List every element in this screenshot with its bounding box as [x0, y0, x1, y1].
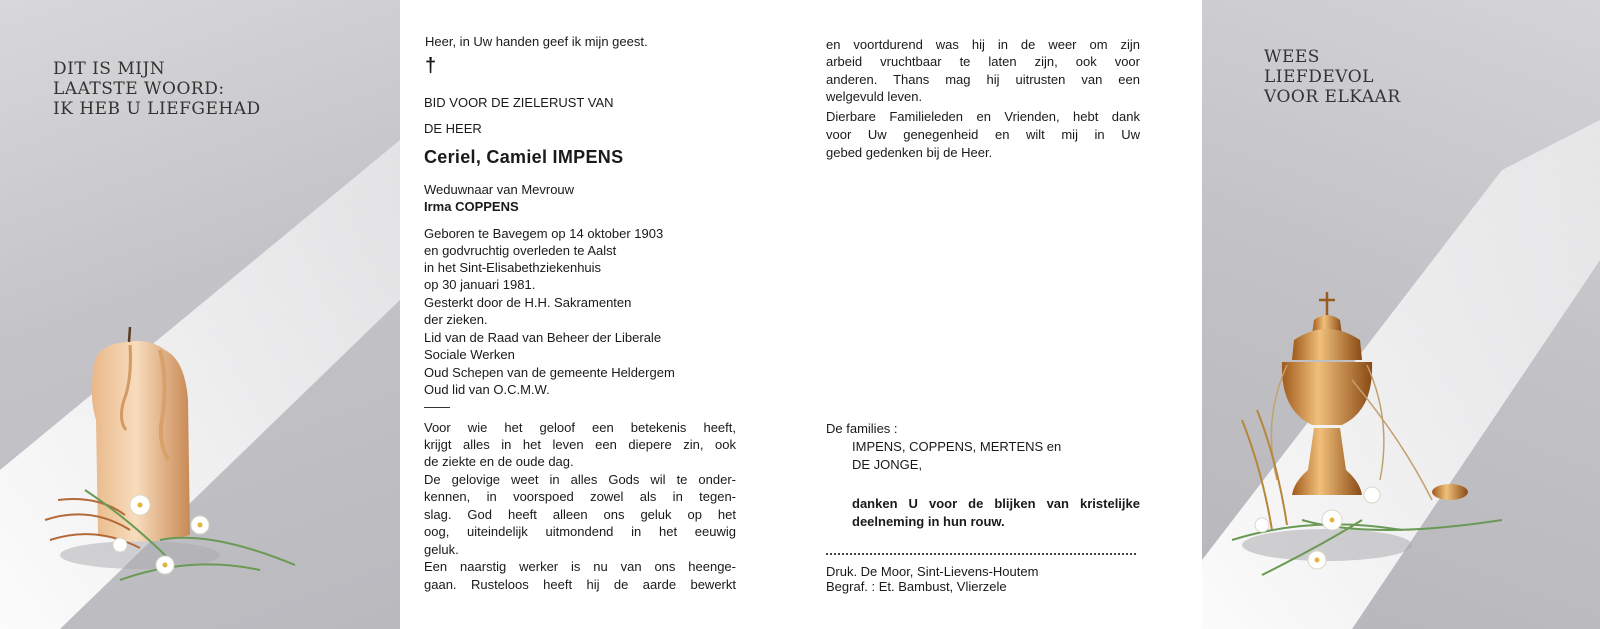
bio-line: Oud Schepen van de gemeente Heldergem — [424, 365, 675, 380]
thanks-line: danken U voor de blijken van kristelijke — [852, 496, 1140, 511]
families-label: De families : — [826, 421, 898, 436]
text-line: gaan. Rusteloos heeft hij de aarde bewerkt — [424, 577, 736, 592]
families-names-line: DE JONGE, — [852, 457, 923, 472]
text-line: gebed gedenken bij de Heer. — [826, 145, 993, 160]
prayer-line: BID VOOR DE ZIELERUST VAN — [424, 95, 614, 110]
right-quote: WEES LIEFDEVOL VOOR ELKAAR — [1264, 47, 1401, 107]
bio-line: Lid van de Raad van Beheer der Liberale — [424, 330, 662, 345]
short-divider — [424, 407, 450, 408]
text-line: en voortdurend was hij in de weer om zijn — [826, 37, 1140, 52]
text-line: voor Uw genegenheid en wilt mij in Uw — [826, 127, 1140, 142]
title-line: DE HEER — [424, 121, 482, 136]
text-line: geluk. — [424, 542, 459, 557]
left-quote: DIT IS MIJN LAATSTE WOORD: IK HEB U LIEFGEHAD — [53, 59, 261, 119]
undertaker-credit: Begraf. : Et. Bambust, Vlierzele — [826, 579, 1007, 594]
text-line: de ziekte en de oude dag. — [424, 454, 574, 469]
text-line: slag. God heeft alleen ons geluk op het — [424, 507, 736, 522]
left-image-panel — [0, 0, 400, 629]
cross-icon: † — [425, 55, 437, 77]
bio-line: Geboren te Bavegem op 14 oktober 1903 — [424, 226, 664, 241]
spouse-intro: Weduwnaar van Mevrouw — [424, 182, 575, 197]
text-line: Voor wie het geloof een betekenis heeft, — [424, 420, 736, 435]
text-line: welgevuld leven. — [826, 89, 923, 104]
right-text-panel — [802, 0, 1202, 629]
middle-text-panel — [400, 0, 802, 629]
text-line: Een naarstig werker is nu van ons heenge- — [424, 559, 736, 574]
text-line: kennen, in voorspoed zowel als in tegen- — [424, 489, 736, 504]
spouse-name: Irma COPPENS — [424, 199, 519, 214]
bio-line: op 30 januari 1981. — [424, 277, 536, 292]
text-line: krijgt alles in het leven een diepere zin, ook — [424, 437, 736, 452]
text-line: oog, uiteindelijk uitmondend in het eeuwig — [424, 524, 736, 539]
censer-illustration — [1202, 0, 1600, 629]
families-names-line: IMPENS, COPPENS, MERTENS en — [852, 439, 1062, 454]
deceased-name: Ceriel, Camiel IMPENS — [424, 147, 624, 167]
bio-line: Oud lid van O.C.M.W. — [424, 382, 550, 397]
text-line: De gelovige weet in alles Gods wil te onder- — [424, 472, 736, 487]
text-line: anderen. Thans mag hij uitrusten van een — [826, 72, 1140, 87]
dotted-divider — [826, 553, 1136, 555]
bio-line: Sociale Werken — [424, 347, 515, 362]
bio-line: der zieken. — [424, 312, 488, 327]
printer-credit: Druk. De Moor, Sint-Lievens-Houtem — [826, 564, 1039, 579]
bio-line: en godvruchtig overleden te Aalst — [424, 243, 617, 258]
bio-line: Gesterkt door de H.H. Sakramenten — [424, 295, 632, 310]
invocation: Heer, in Uw handen geef ik mijn geest. — [425, 34, 648, 49]
bio-line: in het Sint-Elisabethziekenhuis — [424, 260, 602, 275]
text-line: arbeid vruchtbaar te laten zijn, ook voor — [826, 54, 1140, 69]
right-image-panel — [1202, 0, 1600, 629]
thanks-line: deelneming in hun rouw. — [852, 514, 1005, 529]
text-line: Dierbare Familieleden en Vrienden, hebt dank — [826, 109, 1140, 124]
